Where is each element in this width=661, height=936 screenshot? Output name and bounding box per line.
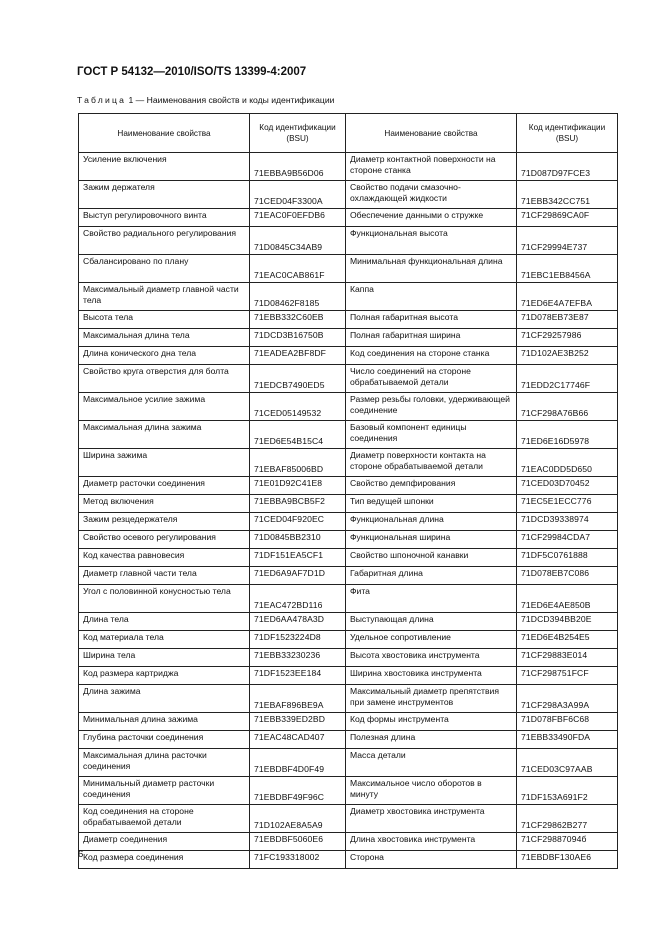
property-name-right: Максимальное число оборотов в минуту — [346, 777, 517, 805]
property-name-right: Высота хвостовика инструмента — [346, 649, 517, 667]
table-row — [79, 449, 618, 477]
property-code-right: 71CF29984CDA7 — [517, 531, 618, 549]
property-code-right: 71DF5C0761888 — [517, 549, 618, 567]
table-row — [79, 749, 618, 777]
property-code-right: 71ED6E16D5978 — [517, 421, 618, 449]
property-name-right: Диаметр хвостовика инструмента — [346, 805, 517, 833]
property-code-left: 71ED6AA478A3D — [250, 613, 346, 631]
property-name-left: Усиление включения — [79, 153, 250, 181]
property-name-right: Фита — [346, 585, 517, 613]
property-code-left: 71DF151EA5CF1 — [250, 549, 346, 567]
table-row — [79, 477, 618, 495]
table-row — [79, 209, 618, 227]
property-code-left: 71EBB339ED2BD — [250, 713, 346, 731]
table-row — [79, 805, 618, 833]
table-row — [79, 833, 618, 851]
property-code-left: 71D0845C34AB9 — [250, 227, 346, 255]
table-row — [79, 649, 618, 667]
property-code-left: 71EADEA2BF8DF — [250, 347, 346, 365]
property-code-left: 71EBAF896BE9A — [250, 685, 346, 713]
property-code-left: 71EAC48CAD407 — [250, 731, 346, 749]
property-code-right: 71CF29257986 — [517, 329, 618, 347]
property-name-left: Код материала тела — [79, 631, 250, 649]
table-row — [79, 421, 618, 449]
property-code-right: 71CED03D70452 — [517, 477, 618, 495]
property-name-left: Зажим держателя — [79, 181, 250, 209]
header-name-right: Наименование свойства — [346, 114, 517, 153]
property-name-right: Минимальная функциональная длина — [346, 255, 517, 283]
property-code-left: 71EAC0F0EFDB6 — [250, 209, 346, 227]
table-row — [79, 255, 618, 283]
property-code-right: 71CF29862B277 — [517, 805, 618, 833]
property-name-right: Полная габаритная ширина — [346, 329, 517, 347]
property-code-right: 71D078EB7C086 — [517, 567, 618, 585]
property-code-right: 71ED6E4B254E5 — [517, 631, 618, 649]
property-code-left: 71ED6A9AF7D1D — [250, 567, 346, 585]
property-name-left: Длина зажима — [79, 685, 250, 713]
property-name-right: Каппа — [346, 283, 517, 311]
property-code-left: 71EBDBF5060E6 — [250, 833, 346, 851]
table-row — [79, 329, 618, 347]
table-row — [79, 495, 618, 513]
table-row — [79, 585, 618, 613]
table-row — [79, 365, 618, 393]
table-row — [79, 667, 618, 685]
property-name-right: Диаметр поверхности контакта на стороне обрабатываемой детали — [346, 449, 517, 477]
property-code-right: 71ED6E4A7EFBA — [517, 283, 618, 311]
property-code-right: 71EC5E1ECC776 — [517, 495, 618, 513]
property-code-left: 71D102AE8A5A9 — [250, 805, 346, 833]
property-code-left: 71EAC0CAB861F — [250, 255, 346, 283]
property-name-left: Минимальная длина зажима — [79, 713, 250, 731]
property-name-left: Ширина зажима — [79, 449, 250, 477]
property-code-left: 71D08462F8185 — [250, 283, 346, 311]
property-name-right: Свойство подачи смазочно-охлаждающей жидкости — [346, 181, 517, 209]
property-code-left: 71EBDBF4D0F49 — [250, 749, 346, 777]
property-name-right: Функциональная высота — [346, 227, 517, 255]
property-name-left: Сбалансировано по плану — [79, 255, 250, 283]
property-name-right: Максимальный диаметр препятствия при замене инструментов — [346, 685, 517, 713]
property-code-right: 71ED6E4AE850B — [517, 585, 618, 613]
page-number: 6 — [78, 849, 84, 860]
header-name-left: Наименование свойства — [79, 114, 250, 153]
property-name-left: Свойство радиального регулирования — [79, 227, 250, 255]
property-code-left: 71CED04F920EC — [250, 513, 346, 531]
document-title: ГОСТ Р 54132—2010/ISO/TS 13399-4:2007 — [77, 66, 307, 78]
property-code-right: 71EAC0DD5D650 — [517, 449, 618, 477]
header-code-left: Код идентификации (BSU) — [250, 114, 346, 153]
property-code-right: 71CF29883E014 — [517, 649, 618, 667]
property-code-left: 71EDCB7490ED5 — [250, 365, 346, 393]
property-code-right: 71EBDBF130AE6 — [517, 851, 618, 869]
property-name-left: Ширина тела — [79, 649, 250, 667]
property-code-left: 71EBDBF49F96C — [250, 777, 346, 805]
property-name-left: Максимальная длина расточки соединения — [79, 749, 250, 777]
property-name-left: Максимальная длина тела — [79, 329, 250, 347]
table-row — [79, 513, 618, 531]
property-code-left: 71E01D92C41E8 — [250, 477, 346, 495]
property-code-left: 71DCD3B16750B — [250, 329, 346, 347]
property-code-left: 71D0845BB2310 — [250, 531, 346, 549]
property-code-left: 71EBB332C60EB — [250, 311, 346, 329]
property-name-left: Диаметр соединения — [79, 833, 250, 851]
property-name-left: Зажим резцедержателя — [79, 513, 250, 531]
table-row — [79, 613, 618, 631]
property-name-right: Базовый компонент единицы соединения — [346, 421, 517, 449]
property-name-left: Длина конического дна тела — [79, 347, 250, 365]
property-name-left: Код размера картриджа — [79, 667, 250, 685]
property-name-right: Обеспечение данными о стружке — [346, 209, 517, 227]
property-name-right: Размер резьбы головки, удерживающей соединение — [346, 393, 517, 421]
property-code-right: 71EBB33490FDA — [517, 731, 618, 749]
property-code-left: 71EBBA9B56D06 — [250, 153, 346, 181]
property-name-right: Ширина хвостовика инструмента — [346, 667, 517, 685]
properties-table — [78, 113, 618, 869]
property-code-right: 71EBC1EB8456A — [517, 255, 618, 283]
property-name-right: Функциональная длина — [346, 513, 517, 531]
property-name-right: Свойство демпфирования — [346, 477, 517, 495]
property-code-right: 71DCD39338974 — [517, 513, 618, 531]
property-name-right: Сторона — [346, 851, 517, 869]
table-row — [79, 283, 618, 311]
table-row — [79, 227, 618, 255]
property-code-right: 71D087D97FCE3 — [517, 153, 618, 181]
property-name-left: Свойство круга отверстия для болта — [79, 365, 250, 393]
table-row — [79, 685, 618, 713]
table-row — [79, 347, 618, 365]
property-code-left: 71DF1523224D8 — [250, 631, 346, 649]
property-name-right: Код соединения на стороне станка — [346, 347, 517, 365]
table-row — [79, 549, 618, 567]
header-code-right: Код идентификации (BSU) — [517, 114, 618, 153]
property-code-right: 71CF29994E737 — [517, 227, 618, 255]
property-name-left: Код размера соединения — [79, 851, 250, 869]
property-name-left: Код соединения на стороне обрабатываемой детали — [79, 805, 250, 833]
property-code-right: 71CF29887094б — [517, 833, 618, 851]
property-code-right: 71CF298A76B66 — [517, 393, 618, 421]
property-name-right: Число соединений на стороне обрабатываемой детали — [346, 365, 517, 393]
property-name-left: Длина тела — [79, 613, 250, 631]
table-header-row — [79, 114, 618, 153]
table-body — [79, 153, 618, 869]
property-name-left: Максимальный диаметр главной части тела — [79, 283, 250, 311]
property-name-right: Диаметр контактной поверхности на стороне станка — [346, 153, 517, 181]
property-name-right: Выступающая длина — [346, 613, 517, 631]
table-row — [79, 153, 618, 181]
property-name-right: Масса детали — [346, 749, 517, 777]
property-name-left: Угол с половинной конусностью тела — [79, 585, 250, 613]
property-code-left: 71EBB33230236 — [250, 649, 346, 667]
property-code-right: 71EBB342CC751 — [517, 181, 618, 209]
property-name-left: Метод включения — [79, 495, 250, 513]
property-code-right: 71D102AE3B252 — [517, 347, 618, 365]
property-code-left: 71ED6E54B15C4 — [250, 421, 346, 449]
property-code-right: 71D078EB73E87 — [517, 311, 618, 329]
table-row — [79, 851, 618, 869]
property-code-right: 71DCD394BB20E — [517, 613, 618, 631]
property-name-left: Глубина расточки соединения — [79, 731, 250, 749]
property-name-left: Выступ регулировочного винта — [79, 209, 250, 227]
property-name-left: Максимальная длина зажима — [79, 421, 250, 449]
property-name-left: Высота тела — [79, 311, 250, 329]
property-name-right: Полезная длина — [346, 731, 517, 749]
property-name-left: Диаметр расточки соединения — [79, 477, 250, 495]
table-caption — [77, 95, 334, 105]
property-name-right: Удельное сопротивление — [346, 631, 517, 649]
property-name-right: Габаритная длина — [346, 567, 517, 585]
property-name-right: Функциональная ширина — [346, 531, 517, 549]
property-code-right: 71D078FBF6C68 — [517, 713, 618, 731]
table-row — [79, 531, 618, 549]
caption-text: 1 — Наименования свойств и коды идентификации — [126, 95, 335, 105]
property-code-right: 71CF298A3A99A — [517, 685, 618, 713]
property-code-right: 71DF153A691F2 — [517, 777, 618, 805]
table-row — [79, 311, 618, 329]
property-name-right: Тип ведущей шпонки — [346, 495, 517, 513]
table-row — [79, 731, 618, 749]
table-row — [79, 181, 618, 209]
property-code-left: 71EAC472BD116 — [250, 585, 346, 613]
property-name-right: Свойство шпоночной канавки — [346, 549, 517, 567]
property-code-left: 71FC193318002 — [250, 851, 346, 869]
property-code-right: 71CF29869CA0F — [517, 209, 618, 227]
property-name-right: Длина хвостовика инструмента — [346, 833, 517, 851]
table-row — [79, 631, 618, 649]
caption-word: Таблица — [77, 95, 127, 105]
property-code-right: 71CF298751FCF — [517, 667, 618, 685]
table-row — [79, 777, 618, 805]
property-code-right: 71EDD2C17746F — [517, 365, 618, 393]
property-code-left: 71DF1523EE184 — [250, 667, 346, 685]
property-name-right: Полная габаритная высота — [346, 311, 517, 329]
property-name-left: Максимальное усилие зажима — [79, 393, 250, 421]
property-name-left: Минимальный диаметр расточки соединения — [79, 777, 250, 805]
property-code-left: 71EBAF85006BD — [250, 449, 346, 477]
table-row — [79, 713, 618, 731]
property-code-left: 71CED05149532 — [250, 393, 346, 421]
table-row — [79, 567, 618, 585]
property-code-right: 71CED03C97AAB — [517, 749, 618, 777]
property-code-left: 71EBBA9BCB5F2 — [250, 495, 346, 513]
table-row — [79, 393, 618, 421]
property-name-left: Диаметр главной части тела — [79, 567, 250, 585]
property-name-left: Код качества равновесия — [79, 549, 250, 567]
property-name-left: Свойство осевого регулирования — [79, 531, 250, 549]
property-name-right: Код формы инструмента — [346, 713, 517, 731]
property-code-left: 71CED04F3300A — [250, 181, 346, 209]
